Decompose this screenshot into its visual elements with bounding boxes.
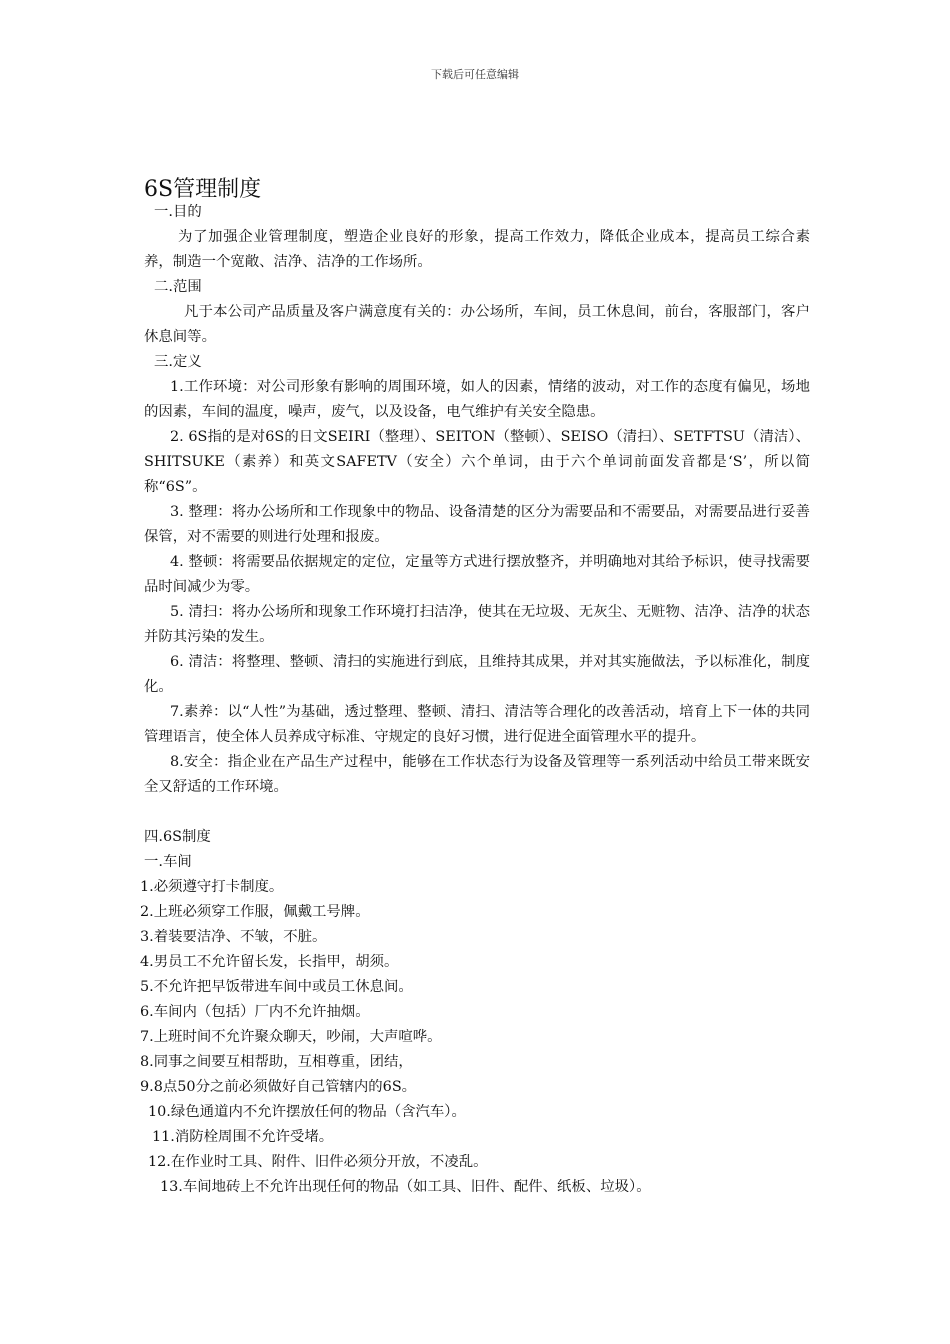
section-heading-6s-system: 四.6S制度 [144,829,211,845]
section-heading-purpose: 一.目的 [154,204,202,220]
rule-item: 7.上班时间不允许聚众聊天，吵闹，大声喧哗。 [140,1029,442,1045]
rule-item: 3.着装要洁净、不皱，不脏。 [140,929,327,945]
definition-item: 7.素养：以“人性”为基础，透过整理、整顿、清扫、清洁等合理化的改善活动，培育上下一体的共同管理语言，使全体人员养成守标准、守规定的良好习惯，进行促进全面管理水平的提升。 [144,704,810,745]
rule-item: 2.上班必须穿工作服，佩戴工号牌。 [140,904,370,920]
definition-item: 4. 整顿：将需要品依据规定的定位，定量等方式进行摆放整齐，并明确地对其给予标识，使寻找需要品时间减少为零。 [144,554,810,595]
section-heading-definitions: 三.定义 [154,354,202,370]
page-header-note: 下载后可任意编辑 [431,68,519,81]
section-body-purpose: 为了加强企业管理制度，塑造企业良好的形象，提高工作效力，降低企业成本，提高员工综合素养，制造一个宽敞、洁净、洁净的工作场所。 [144,229,810,270]
definition-item: 2. 6S指的是对6S的日文SEIRI（整理）、SEITON（整顿）、SEISO（清扫）、SETFTSU（清洁）、SHITSUKE（素养）和英文SAFETV（安全）六个单词，由于六个单词前面发音都是‘S’，所以简称“6S”。 [144,429,810,495]
rule-item: 12.在作业时工具、附件、旧件必须分开放，不凌乱。 [148,1154,488,1170]
rule-item: 1.必须遵守打卡制度。 [140,879,284,895]
rule-item: 9.8点50分之前必须做好自己管辖内的6S。 [140,1079,417,1095]
document-body [140,200,810,1200]
definition-item: 3. 整理：将办公场所和工作现象中的物品、设备清楚的区分为需要品和不需要品，对需要品进行妥善保管，对不需要的则进行处理和报废。 [144,504,810,545]
subsection-heading-workshop: 一.车间 [144,854,192,870]
document-title: 6S管理制度 [144,177,262,202]
definition-item: 8.安全：指企业在产品生产过程中，能够在工作状态行为设备及管理等一系列活动中给员工带来既安全又舒适的工作环境。 [144,754,810,795]
definition-item: 5. 清扫：将办公场所和现象工作环境打扫洁净，使其在无垃圾、无灰尘、无赃物、洁净、洁净的状态并防其污染的发生。 [144,604,810,645]
section-body-scope: 凡于本公司产品质量及客户满意度有关的：办公场所，车间，员工休息间，前台，客服部门，客户休息间等。 [144,304,810,345]
paragraph-gap [144,800,810,825]
rule-item: 6.车间内（包括）厂内不允许抽烟。 [140,1004,370,1020]
definition-item: 1.工作环境：对公司形象有影响的周围环境，如人的因素，情绪的波动，对工作的态度有偏见，场地的因素，车间的温度，噪声，废气，以及设备，电气维护有关安全隐患。 [144,379,810,420]
rule-item: 10.绿色通道内不允许摆放任何的物品（含汽车）。 [148,1104,466,1120]
section-heading-scope: 二.范围 [154,279,202,295]
rule-item: 11.消防栓周围不允许受堵。 [152,1129,334,1145]
rule-item: 4.男员工不允许留长发，长指甲，胡须。 [140,954,399,970]
definition-item: 6. 清洁：将整理、整顿、清扫的实施进行到底，且维持其成果，并对其实施做法，予以标准化，制度化。 [144,654,810,695]
rule-item: 13.车间地砖上不允许出现任何的物品（如工具、旧件、配件、纸板、垃圾）。 [160,1179,651,1195]
rule-item: 8.同事之间要互相帮助，互相尊重，团结， [140,1054,413,1070]
rule-item: 5.不允许把早饭带进车间中或员工休息间。 [140,979,413,995]
